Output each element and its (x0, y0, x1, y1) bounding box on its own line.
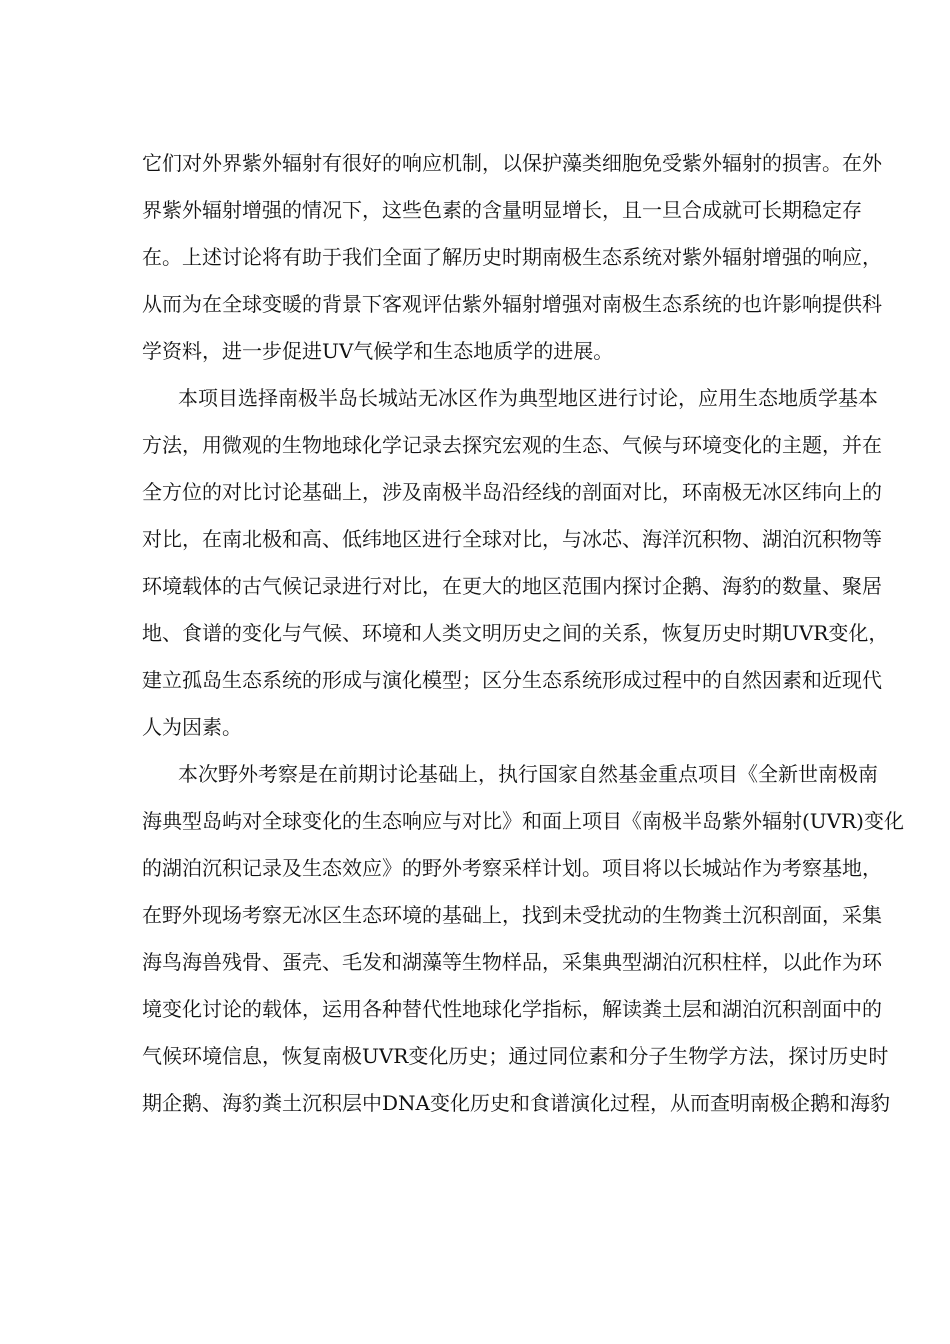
text-line: 气候环境信息，恢复南极UVR变化历史；通过同位素和分子生物学方法，探讨历史时 (142, 1044, 889, 1068)
text-line: 学资料，进一步促进UV气候学和生态地质学的进展。 (142, 339, 614, 363)
text-line: 在野外现场考察无冰区生态环境的基础上，找到未受扰动的生物粪土沉积剖面，采集 (142, 903, 882, 927)
paragraph-1 (142, 140, 882, 375)
text-line: 的湖泊沉积记录及生态效应》的野外考察采样计划。项目将以长城站作为考察基地， (142, 856, 882, 880)
text-line: 期企鹅、海豹粪土沉积层中DNA变化历史和食谱演化过程，从而查明南极企鹅和海豹 (142, 1091, 890, 1115)
text-line: 方法，用微观的生物地球化学记录去探究宏观的生态、气候与环境变化的主题，并在 (142, 433, 882, 457)
text-line: 从而为在全球变暖的背景下客观评估紫外辐射增强对南极生态系统的也许影响提供科 (142, 292, 882, 316)
text-line: 境变化讨论的载体，运用各种替代性地球化学指标，解读粪土层和湖泊沉积剖面中的 (142, 997, 882, 1021)
paragraph-2 (142, 375, 889, 751)
paragraph-3 (142, 751, 904, 1127)
text-line: 地、食谱的变化与气候、环境和人类文明历史之间的关系，恢复历史时期UVR变化， (142, 621, 889, 645)
text-line: 海典型岛屿对全球变化的生态响应与对比》和面上项目《南极半岛紫外辐射(UVR)变化 (142, 809, 904, 833)
document-page (142, 140, 904, 1127)
text-line: 在。上述讨论将有助于我们全面了解历史时期南极生态系统对紫外辐射增强的响应， (142, 245, 882, 269)
text-line-indented: 本项目选择南极半岛长城站无冰区作为典型地区进行讨论，应用生态地质学基本 (178, 386, 878, 410)
text-line: 建立孤岛生态系统的形成与演化模型；区分生态系统形成过程中的自然因素和近现代 (142, 668, 882, 692)
text-line: 环境载体的古气候记录进行对比，在更大的地区范围内探讨企鹅、海豹的数量、聚居 (142, 574, 882, 598)
text-line: 全方位的对比讨论基础上，涉及南极半岛沿经线的剖面对比，环南极无冰区纬向上的 (142, 480, 882, 504)
text-line: 界紫外辐射增强的情况下，这些色素的含量明显增长，且一旦合成就可长期稳定存 (142, 198, 862, 222)
text-line: 人为因素。 (142, 715, 242, 739)
text-line: 对比，在南北极和高、低纬地区进行全球对比，与冰芯、海洋沉积物、湖泊沉积物等 (142, 527, 882, 551)
text-line: 海鸟海兽残骨、蛋壳、毛发和湖藻等生物样品，采集典型湖泊沉积柱样，以此作为环 (142, 950, 882, 974)
text-line: 它们对外界紫外辐射有很好的响应机制，以保护藻类细胞免受紫外辐射的损害。在外 (142, 151, 882, 175)
text-line-indented: 本次野外考察是在前期讨论基础上，执行国家自然基金重点项目《全新世南极南 (178, 762, 878, 786)
